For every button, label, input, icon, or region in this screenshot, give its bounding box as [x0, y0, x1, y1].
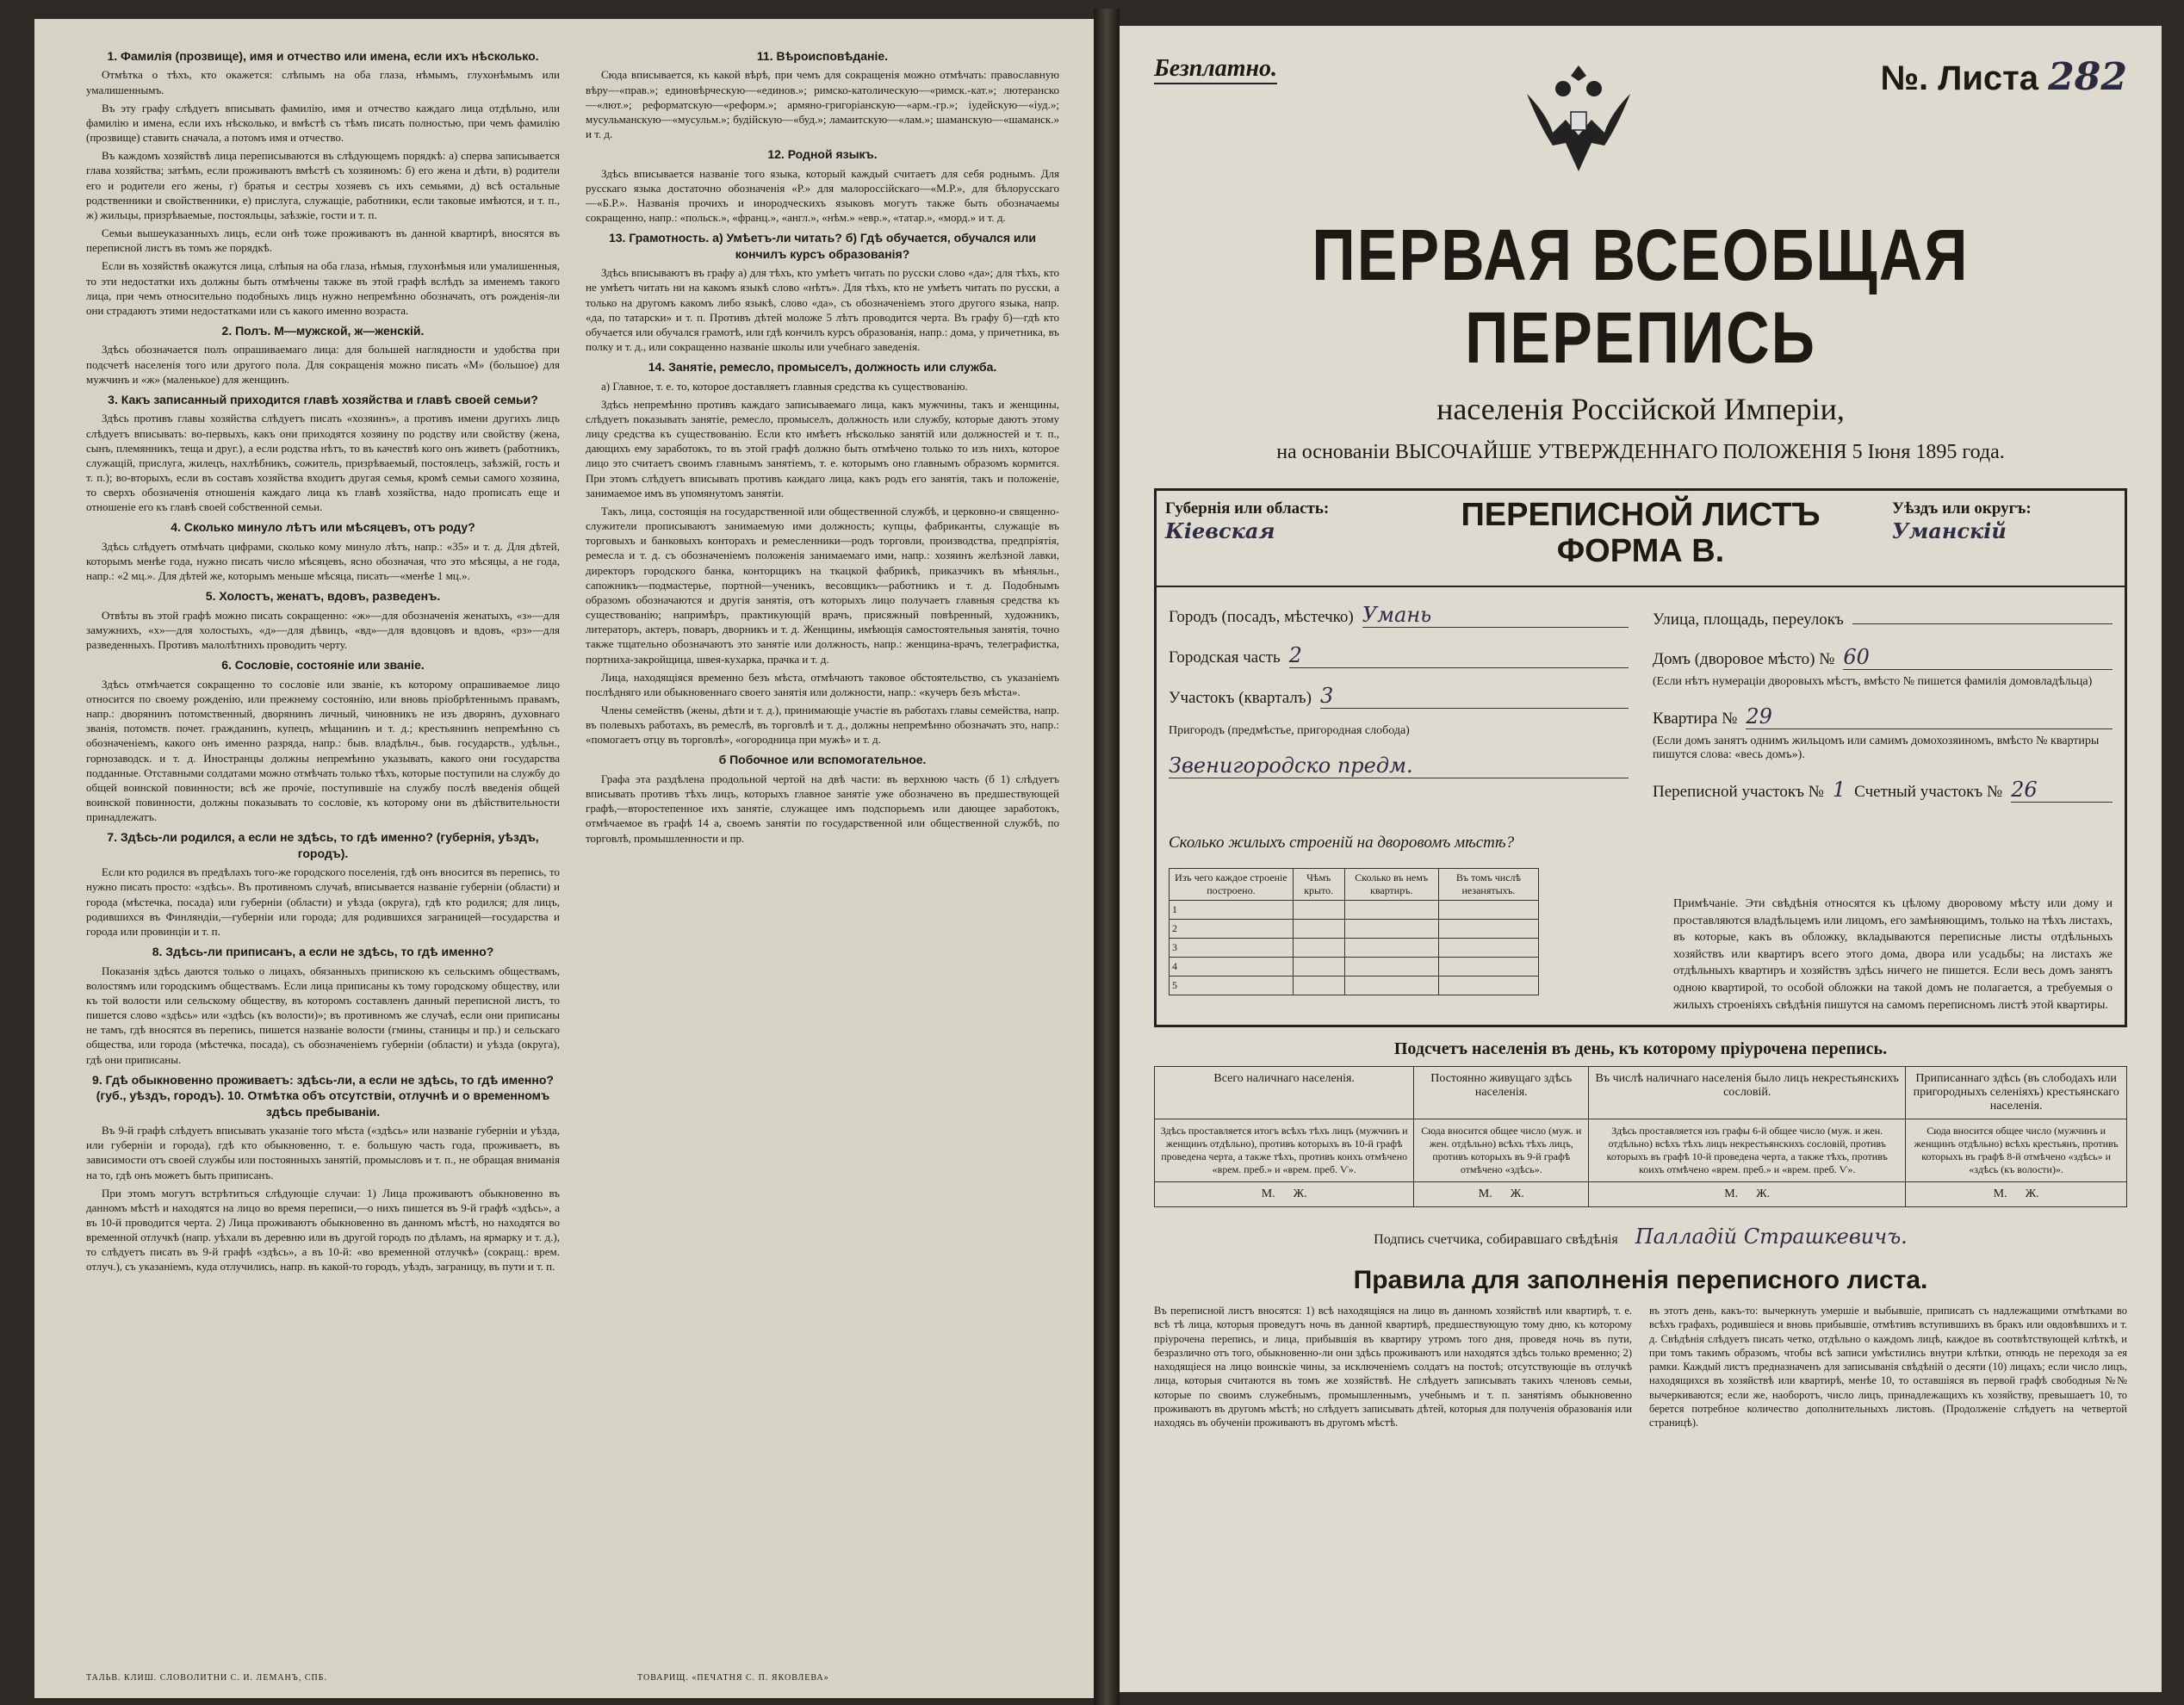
paragraph: Если въ хозяйствѣ окажутся лица, слѣпыя на оба глаза, нѣмыя, глухонѣмыя или умалишенныя, то эти недостатки ихъ должны быть отмѣчены также въ этой графѣ вслѣдъ за именемъ такого лица, при чемъ относительно подобныхъ лицъ нужно непремѣнно обозначать, отъ рожденія-ли они страдаютъ этими недостатками или съ какого именно возраста.: [86, 259, 560, 317]
paragraph: Здѣсь вписываютъ въ графу а) для тѣхъ, кто умѣетъ читать по русски слово «да»; для тѣхъ, кто не умѣетъ читать ни на какомъ языкѣ слово «нѣтъ». Для тѣхъ, кто не умѣетъ читать по русски, а только на другомъ какомъ либо языкѣ, слово «да», съ обозначеніемъ этого другого языка, напр. «да, по татарски» и т. п. Противъ дѣтей моложе 5 лѣтъ проводится черта. Въ графу б)—гдѣ кто обучается или обучался грамотѣ, или гдѣ кончилъ курсъ образованія, напр.: дома, у причетника, въ полку и т. д., или сокращенно названіе школы или учебнаго заведенія.: [586, 266, 1059, 354]
house-note: (Если нѣтъ нумераціи дворовыхъ мѣстъ, вмѣсто № пишется фамилія домовладѣльца): [1653, 675, 2093, 688]
suburb-field: Звенигородско предм.: [1169, 753, 1629, 778]
section-heading: 6. Сословіе, состояніе или званіе.: [221, 658, 425, 673]
paragraph: Здѣсь непремѣнно противъ каждаго записываемаго лица, какъ мужчины, такъ и женщины, слѣдуетъ показывать занятіе, ремесло, промыселъ, должность или службу, которые даютъ этому лицу средства къ существованію. Если кто имѣетъ нѣсколько занятій или должностей и т. п., дающихъ ему заработокъ, то въ этой графѣ должно быть отмѣчено только то изъ нихъ, которое лицо это считаетъ своимъ главнымъ занятіемъ, т. е. которымъ оно главнымъ образомъ кормится. При этомъ слѣдуетъ вписывать противъ каждаго лица, какъ родъ его занятія, такъ и положеніе, занимаемое имъ въ упомянутомъ занятіи.: [586, 397, 1059, 499]
city-part-field: Городская часть 2: [1169, 643, 1629, 668]
apartment-note: (Если домъ занятъ однимъ жильцомъ или самимъ домохозяиномъ, вмѣсто № квартиры пишутся слова: «весь домъ»).: [1653, 735, 2100, 761]
table-row: 1: [1170, 901, 1539, 920]
section-heading: 8. Здѣсь-ли приписанъ, а если не здѣсь, то гдѣ именно?: [152, 945, 494, 959]
instructions-column-2: [586, 43, 1059, 1681]
paragraph: Члены семействъ (жены, дѣти и т. д.), принимающіе участіе въ работахъ главы семейства, напр. въ полевыхъ работахъ, въ ремеслѣ, въ торговлѣ и т. д., должны непремѣнно обозначать это, напр.: «помогаетъ отцу въ торговлѣ», «огородница при мужѣ» и т. д.: [586, 703, 1059, 747]
section-heading: 3. Какъ записанный приходится главѣ хозяйства и главѣ своей семьи?: [108, 392, 538, 406]
uezd-field: Уѣздъ или округъ: Уманскій: [1892, 499, 2032, 543]
census-title: ПЕРВАЯ ВСЕОБЩАЯ ПЕРЕПИСЬ: [1312, 214, 1970, 378]
paragraph: Отмѣтка о тѣхъ, кто окажется: слѣпымъ на оба глаза, нѣмымъ, глухонѣмымъ или умалишеннымъ.: [86, 68, 560, 96]
census-basis: на основаніи ВЫСОЧАЙШЕ УТВЕРЖДЕННАГО ПОЛОЖЕНІЯ 5 Іюня 1895 года.: [1276, 441, 2005, 463]
city-field: Городъ (посадъ, мѣстечко) Умань: [1169, 603, 1629, 628]
paragraph: Если кто родился въ предѣлахъ того-же городского поселенія, гдѣ онъ вносится въ перепись, то нужно писать просто: «здѣсь». Въ противномъ случаѣ, вписывается названіе губерніи (области) и города (мѣстечка, посада) или губерніи (области) и уѣзда (округа), гдѣ кто родился; для лицъ, родившихся въ Финляндіи,—губерніи или города; для родившихся заграницей—государства и города или провинціи и т. п.: [86, 865, 560, 938]
form-title: ПЕРЕПИСНОЙ ЛИСТЪ ФОРМА В.: [1461, 497, 1821, 569]
paragraph: При этомъ могутъ встрѣтиться слѣдующіе случаи: 1) Лица проживаютъ обыкновенно въ данномъ мѣстѣ и находятся на лицо во время переписи,—о нихъ пишется въ 9-й графѣ «здѣсь», а въ 10-й проводится черта. 2) Лица проживаютъ обыкновенно въ данномъ мѣстѣ, но находятся во временной отлучкѣ (напр. уѣхали въ деревню или въ другой городъ по дѣламъ, на ярмарку и т. д.), то слѣдуетъ писать въ 9-й графѣ «здѣсь», а въ 10-й: «во временной отлучкѣ» (сокращ.: врем. отлуч.), съ указаніемъ, куда отлучились, напр. въ какой-то городъ, уѣздъ, заграницу, въ пути и т. п.: [86, 1186, 560, 1274]
district-field: Участокъ (кварталъ) 3: [1169, 684, 1629, 709]
census-form-page: [1120, 26, 2162, 1692]
section-heading: 7. Здѣсь-ли родился, а если не здѣсь, то гдѣ именно? (губернія, уѣздъ, городъ).: [107, 830, 539, 860]
section-heading: 4. Сколько минуло лѣтъ или мѣсяцевъ, отъ роду?: [171, 520, 475, 535]
rules-text: Въ переписной листъ вносятся: 1) всѣ находящіяся на лицо въ данномъ хозяйствѣ или квартирѣ, т. е. всѣ тѣ лица, которыя проведутъ ночь въ данной квартирѣ, предшествующую тому дню, къ которому пріурочена перепись, и лица, прибывшія въ квартиру утромъ того дня, проведя ночь въ пути, безразлично отъ того, обыкновенно-ли они здѣсь проживаютъ или находятся здѣсь только временно; 2) находящіеся на лицо воинскіе чины, за исключеніемъ солдатъ на постоѣ; отсутствующіе въ отлучкѣ лица, которыя считаются въ томъ же хозяйствѣ. Не слѣдуетъ записывать такихъ членовъ семьи, которые по своимъ служебнымъ, промышленнымъ, учебнымъ и т. п. занятіямъ обыкновенно проживаютъ въ другомъ мѣстѣ; но слѣдуетъ записывать дѣтей, которыя для полученія образованія или находясь въ обученіи проживаютъ въ другомъ мѣстѣ. въ этотъ день, какъ-то: вычеркнуть умершіе и выбывшіе, приписать съ надлежащими отмѣтками во всѣхъ графахъ, родившіеся и вновь прибывшіе, отмѣтивъ вступившихъ въ бракъ или овдовѣвшихъ и т. д. Свѣдѣнія слѣдуетъ писать четко, отдѣльно о каждомъ лицѣ, каждое въ соотвѣтствующей клѣткѣ, и при томъ такимъ образомъ, чтобы всѣ записи умѣстились внутри клѣтки, отнюдь не переходя за ея рамки. Каждый листъ предназначенъ для записыванія свѣдѣній о десяти (10) лицахъ; если число лицъ, находящихся въ хозяйствѣ или квартирѣ, менѣе 10, то оставшіяся въ первой графѣ свободныя №№ вычеркиваются; если же, наоборотъ, число лицъ, принадлежащихъ къ хозяйству, превышаетъ 10, то берется потребное количество дополнительныхъ листовъ. (Продолженіе слѣдуетъ на четвертой страницѣ).: [1154, 1305, 2127, 1429]
double-headed-eagle-emblem: [1514, 55, 1643, 184]
census-form-box: [1154, 488, 2127, 1027]
table-row: 2: [1170, 920, 1539, 939]
section-heading: 11. Вѣроисповѣданіе.: [756, 49, 889, 63]
apartment-field: Квартира № 29: [1653, 704, 2113, 729]
paragraph: Въ эту графу слѣдуетъ вписывать фамилію, имя и отчество каждаго лица отдѣльно, или фамилію и имена, если ихъ нѣсколько, и вмѣстѣ съ тѣмъ писать полностью, при чемъ фамилію (прозвище) ставить сначала, а потомъ имя и отчество.: [86, 101, 560, 145]
instructions-column-1: [86, 43, 560, 1681]
free-label: Безплатно.: [1154, 55, 1277, 84]
table-row: 3: [1170, 939, 1539, 958]
street-field: Улица, площадь, переулокъ: [1653, 603, 2113, 629]
printer-mark-left: ТАЛЬВ. КЛИШ. СЛОВОЛИТНИ С. И. ЛЕМАНЪ, СПБ.: [86, 1673, 327, 1683]
paragraph: Отвѣты въ этой графѣ можно писать сокращенно: «ж»—для обозначенія женатыхъ, «з»—для замужнихъ, «х»—для холостыхъ, «д»—для дѣвицъ, «вд»—для вдовцовъ и вдовъ, «рз»—для разведенныхъ. Противъ малолѣтнихъ проводить черту.: [86, 608, 560, 652]
section-heading: 12. Родной языкъ.: [767, 147, 878, 162]
sheet-number: №. Листа 282: [1880, 55, 2127, 99]
rules-title: Правила для заполненія переписного листа.: [1353, 1266, 1928, 1294]
census-subtitle: населенія Россійской Имперіи,: [1436, 392, 1845, 426]
paragraph: Показанія здѣсь даются только о лицахъ, обязанныхъ припискою къ сельскимъ обществамъ, волостямъ или городскимъ обществамъ. Если лица приписаны къ тому городскому обществу, или къ той волости или сельскому обществу, въ которомъ составленъ данный переписной листъ, то пишется слово «здѣсь» или «здѣсь (къ волости)»; въ противномъ же случаѣ, если они приписаны не тамъ, гдѣ вносятся въ перепись, пишется названіе волости (гмины, станицы и пр.) и сельскаго общества, или города (мѣстечка, посада), съ обозначеніемъ губерніи (области) и уѣзда (округа), гдѣ они приписаны.: [86, 964, 560, 1066]
section-heading: 1. Фамилія (прозвище), имя и отчество или имена, если ихъ нѣсколько.: [107, 49, 539, 63]
buildings-table: Изъ чего каждое строеніе построено. Чѣмъ крыто. Сколько въ немъ квартиръ. Въ томъ числѣ незанятыхъ. 1 2 3 4 5: [1169, 868, 1539, 995]
census-district-field: Переписной участокъ № 1 Счетный участокъ № 26: [1653, 778, 2113, 803]
paragraph: Графа эта раздѣлена продольной чертой на двѣ части: въ верхнюю часть (б 1) слѣдуетъ вписывать противъ тѣхъ лицъ, которыхъ главное занятіе уже обозначено въ предшествующей графѣ,—второстепенное ихъ занятіе, служащее имъ подспорьемъ или дающее заработокъ, отмѣчаемое въ графѣ 14 а, своемъ занятіи по государственной или общественной службѣ, по торговлѣ, промышленности и пр.: [586, 772, 1059, 845]
paragraph: Здѣсь отмѣчается сокращенно то сословіе или званіе, къ которому опрашиваемое лицо относится по своему рожденію, или прежнему состоянію, или вновь пріобрѣтеннымъ правамъ, напр.: дворянинъ потомственный, дворянинъ личный, чиновникъ не изъ дворянъ, духовнаго званія, потомств. почет. гражданинъ, купецъ, мѣщанинъ и т. д.; крестьянинъ непремѣнно съ обозначеніемъ, какого онъ именно разряда, напр.: быв. владѣльч., быв. государств., удѣльн., горнозаводск. и т. д. Иностранцы должны непремѣнно указывать, какого они государства подданные. Отставными солдатами можно отмѣчать только тѣхъ, которые поступили на службу до общей воинской повинности; всѣ же прочіе, поступившіе на службу послѣ введенія общей воинской повинности, должны показывать то сословіе, къ которому они въ дѣйствительности принадлежатъ.: [86, 677, 560, 824]
buildings-question: Сколько жилыхъ строеній на дворовомъ мѣстѣ?: [1169, 834, 1515, 852]
paragraph: Въ 9-й графѣ слѣдуетъ вписывать указаніе того мѣста («здѣсь» или названіе губерніи и уѣзда, или губерніи и города), гдѣ кто обыкновенно, т. е. большую часть года, проживаетъ, въ зависимости отъ своей службы или постоянныхъ занятій, промысловъ и т. п., не обращая вниманія на то, гдѣ онъ можетъ быть приписанъ.: [86, 1124, 560, 1181]
paragraph: Здѣсь вписывается названіе того языка, который каждый считаетъ для себя роднымъ. Для русскаго языка достаточно обозначенія «Р.» для малороссійскаго—«М.Р.», для бѣлорусскаго—«Б.Р.». Названія прочихъ и инородческихъ языковъ могутъ также быть обозначаемы сокращенно, напр.: «польск.», «франц.», «англ.», «нѣм.» «евр.», «татар.», «морд.» и т. д.: [586, 166, 1059, 225]
suburb-label: Пригородъ (предмѣстье, пригородная слобода): [1169, 724, 1410, 737]
section-heading: 14. Занятіе, ремесло, промыселъ, должность или служба.: [648, 360, 997, 375]
paragraph: Лица, находящіяся временно безъ мѣста, отмѣчаютъ таковое обстоятельство, съ указаніемъ послѣдняго или обыкновеннаго своего занятія или должности, напр.: «кучеръ безъ мѣста».: [586, 670, 1059, 698]
gubernia-field: Губернія или область: Кіевская: [1165, 499, 1330, 543]
buildings-note: Примѣчаніе. Эти свѣдѣнія относятся къ цѣлому дворовому мѣсту или дому и проставляются владѣльцемъ или лицомъ, его замѣняющимъ, только на тѣхъ листахъ, въ которые, какъ въ обложку, вкладываются переписные листы отдѣльныхъ хозяйствъ или квартиръ всего этого дома, двора или усадьбы; на листахъ же отдѣльныхъ квартиръ и хозяйствъ здѣсь ничего не пишется. Если весь домъ занятъ одною квартирой, то особой обложки на такой домъ не полагается, а требуемыя о жилыхъ строеніяхъ свѣдѣнія пишутся на самомъ переписномъ листѣ этой квартиры.: [1673, 897, 2113, 1012]
paragraph: Сюда вписывается, къ какой вѣрѣ, при чемъ для сокращенія можно отмѣчать: православную вѣру—«прав.»; единовѣрческую—«единов.»; римско-католическую—«римск.-кат.»; лютеранско—«лют.»; реформатскую—«реформ.»; армяно-григоріанскую—«арм.-гр.»; іудейскую—«іуд.»; мусульманскую—«мусульм.»; будійскую—«буд.»; ламаитскую—«лам.»; шаманскую—«шаманск.» и т. д.: [586, 68, 1059, 141]
book-spine: [1094, 9, 1120, 1705]
section-heading: 9. Гдѣ обыкновенно проживаетъ: здѣсь-ли, а если не здѣсь, то гдѣ именно? (губ., уѣздъ, городъ). 10. Отмѣтка объ отсутствіи, отлучнѣ и о временномъ здѣсь пребываніи.: [92, 1072, 554, 1119]
printer-mark-right: ТОВАРИЩ. «ПЕЧАТНЯ С. П. ЯКОВЛЕВА»: [637, 1673, 829, 1683]
section-heading: 13. Грамотность. а) Умѣетъ-ли читать? б) Гдѣ обучается, обучался или кончилъ курсъ образованія?: [608, 231, 1037, 261]
paragraph: Въ каждомъ хозяйствѣ лица переписываются въ слѣдующемъ порядкѣ: а) сперва записывается глава хозяйства; затѣмъ, если проживаютъ вмѣстѣ съ хозяиномъ: б) его жена и дѣти, в) родители его и родители его жены, г) братья и сестры хозяевъ съ ихъ семьями, д) всѣ остальные родственники и свойственники, е) прислуга, служащіе, работники, если таковые имѣются, и т. п., ж) жильцы, призрѣваемые, постояльцы, заѣзжіе, гости и т. п.: [86, 149, 560, 221]
enumerator-signature: Подпись счетчика, собиравшаго свѣдѣнія Палладій Страшкевичъ.: [1374, 1224, 1908, 1249]
paragraph: Здѣсь противъ главы хозяйства слѣдуетъ писать «хозяинъ», а противъ имени другихъ лицъ слѣдуетъ вписывать: во-первыхъ, какъ они приходятся хозяину по родству или свойству (жена, сынъ, племянникъ, теща и друг.), а если родства нѣтъ, то въ качествѣ кого онъ живетъ (работникъ, служащій, прислуга, жилецъ, нахлѣбникъ, сожитель, призрѣваемый, постоялецъ, заѣзжій, гость и т. п.); во-вторыхъ, если въ составъ хозяйства входитъ другая семья, кромѣ семьи самого хозяина, то сверхъ обозначенія отношенія каждаго лица къ главѣ хозяйства, надо прописать еще и отношеніе его къ главѣ своей собственной семьи.: [86, 412, 560, 514]
paragraph: Здѣсь обозначается полъ опрашиваемаго лица: для большей наглядности и удобства при подсчетѣ населенія того или другого пола. Для сокращенія можно писать «М» (большое) для мужчинъ и «ж» (маленькое) для женщинъ.: [86, 343, 560, 386]
section-heading: 5. Холостъ, женатъ, вдовъ, разведенъ.: [205, 589, 441, 604]
section-heading: б Побочное или вспомогательное.: [718, 753, 927, 767]
paragraph: Здѣсь слѣдуетъ отмѣчать цифрами, сколько кому минуло лѣтъ, напр.: «35» и т. д. Для дѣтей, которымъ менѣе года, нужно писать число мѣсяцевъ, ясно обозначая, что это мѣсяцы, а не года, напр.: «2 мц.». Для дѣтей же, которымъ меньше мѣсяца, писать—«менѣе 1 мц.».: [86, 539, 560, 583]
house-field: Домъ (дворовое мѣсто) № 60: [1653, 645, 2113, 670]
section-heading: 2. Полъ. М—мужской, ж—женскій.: [221, 323, 425, 338]
table-row: 4: [1170, 958, 1539, 976]
population-count-title: Подсчетъ населенія въ день, къ которому пріурочена перепись.: [1393, 1039, 1888, 1058]
paragraph: Семьи вышеуказанныхъ лицъ, если онѣ тоже проживаютъ въ данной квартирѣ, вносятся въ переписной листъ въ томъ же порядкѣ.: [86, 226, 560, 255]
paragraph: Такъ, лица, состоящія на государственной или общественной службѣ, и церковно-и священно-служители прописываютъ занимаемую ими должность; купцы, фабриканты, служащіе въ торговыхъ и банковыхъ конторахъ и ремесленники—родъ торговли, производства, предпріятія, ремесла и т. д. съ обозначеніемъ положенія занимаемаго ими, напр.: хозяинъ желѣзной лавки, директоръ городского банка, конторщикъ на ткацкой фабрикѣ, приказчикъ въ мѣняльн., сапожникъ—подмастерье, портной—ученикъ, весовщикъ—работникъ и т. д. Подобнымъ образомъ обозначаются и другія занятія, отъ которыхъ лицо получаетъ главныя средства къ существованію; напримѣръ, практикующій врачъ, присяжный повѣренный, художникъ, литераторъ, актеръ, поваръ, дворникъ и т. д. Женщины, имѣющія самостоятельныя занятія, точно также тщательно обозначаютъ это занятіе или должность, напр.: женщина-врачъ, телеграфистка, портниха-закройщица, швея-кухарка, прачка и т. д.: [586, 504, 1059, 666]
left-page-instructions: [34, 19, 1094, 1698]
table-row: 5: [1170, 976, 1539, 995]
population-count-table: Всего наличнаго населенія. Постоянно живущаго здѣсь населенія. Въ числѣ наличнаго населенія было лицъ некрестьянскихъ сословій. Приписаннаго здѣсь (въ слободахъ или пригородныхъ селеніяхъ) крестьянскаго населенія. Здѣсь проставляется итогъ всѣхъ тѣхъ лицъ (мужчинъ и женщинъ отдѣльно), противъ которыхъ въ 10-й графѣ проведена черта, а также тѣхъ, противъ коихъ отмѣчено «врем. преб.» и «врем. преб. Ѵ». Сюда вносится общее число (муж. и жен. отдѣльно) всѣхъ тѣхъ лицъ, противъ которыхъ въ 9-й графѣ отмѣчено «здѣсь». Здѣсь проставляется изъ графы 6-й общее число (муж. и жен. отдѣльно) всѣхъ тѣхъ лицъ некрестьянскихъ сословій, противъ которыхъ въ графѣ 10-й проведена черта, а также тѣхъ, противъ коихъ отмѣчено «врем. преб.» и «врем. преб. Ѵ». Сюда вносится общее число (мужчинъ и женщинъ отдѣльно) всѣхъ крестьянъ, противъ которыхъ въ графѣ 8-й отмѣчено «здѣсь» и «здѣсь (къ волости)». М. Ж. М. Ж. М. Ж. М. Ж.: [1154, 1066, 2127, 1207]
paragraph: а) Главное, т. е. то, которое доставляетъ главныя средства къ существованію.: [601, 379, 968, 393]
